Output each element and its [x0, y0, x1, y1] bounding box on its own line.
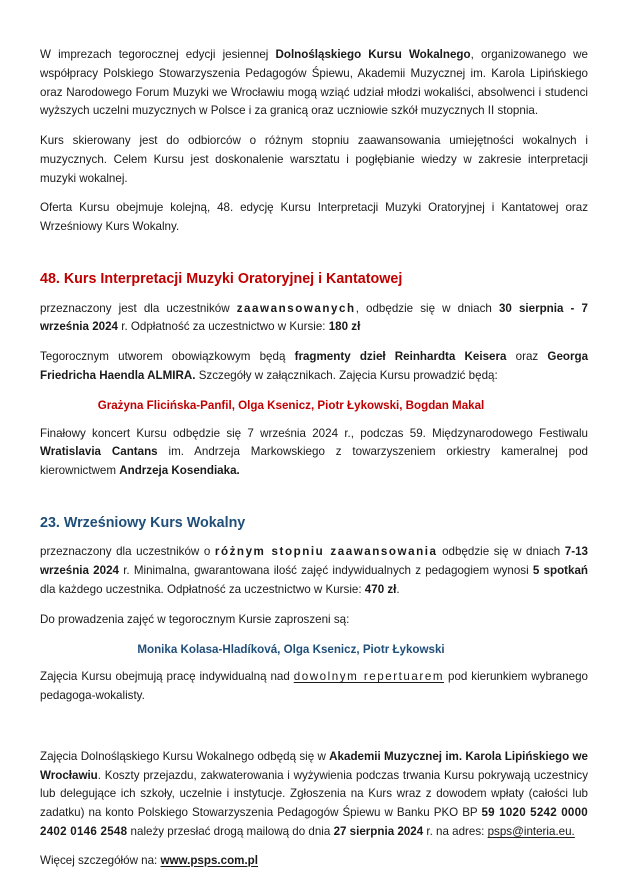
oratorio-p2-keiser: fragmenty dzieł Reinhardta Keisera — [294, 350, 507, 364]
oratorio-p1-part-a: przeznaczony jest dla uczestników — [40, 301, 237, 315]
footer-email-link[interactable]: psps@interia.eu. — [487, 825, 575, 839]
september-p1-part-b: odbędzie się w dniach — [437, 545, 565, 559]
september-p1-part-e: . — [396, 583, 400, 596]
oratorio-p2-part-c: oraz — [506, 350, 548, 364]
oratorio-p1-dates: 30 sierpnia - 7 września 2024 — [40, 301, 588, 334]
oratorio-p3-festival: Wratislavia Cantans — [40, 445, 158, 459]
oratorio-p3-conductor: Andrzeja Kosendiaka. — [119, 464, 240, 478]
footer-p1-bank-account: 59 1020 5242 0000 2402 0146 2548 — [40, 806, 588, 839]
september-p1-part-a: przeznaczony dla uczestników o — [40, 545, 215, 559]
footer-website-link[interactable]: www.psps.com.pl — [160, 853, 258, 867]
footer-p1-part-a: Zajęcia Dolnośląskiego Kursu Wokalnego odbędą się w — [40, 749, 330, 763]
section-september-paragraph-3 — [40, 668, 588, 706]
footer-p1-part-e: r. na adres: — [423, 825, 488, 839]
footer-p1-part-c: . Koszty przejazdu, zakwaterowania i wyżywienia podczas trwania Kursu pokrywają uczestnicy lub delegujące ich szkoły, uczelnie i instytucje. Zgłoszenia na Kurs wraz z dowodem wpłaty (całości lub zadatku) na konto Polskiego Stowarzyszenia Pedagogów Śpiewu w Banku PKO BP — [40, 768, 588, 820]
oratorio-p1-spaced-advanced: zaawansowanych — [236, 301, 356, 315]
oratorio-p1-part-b: , odbędzie się w dniach — [355, 301, 499, 315]
september-p1-meetings-count: 5 spotkań — [532, 564, 588, 578]
september-teachers-list: Monika Kolasa-Hladíková, Olga Ksenicz, Piotr Łykowski — [137, 642, 445, 656]
section-oratorio-paragraph-3 — [40, 425, 588, 481]
intro-paragraph-3: Oferta Kursu obejmuje kolejną, 48. edycję Kursu Interpretacji Muzyki Oratoryjnej i Kantatowej oraz Wrześniowy Kurs Wokalny. — [40, 201, 588, 234]
oratorio-p3-part-a: Finałowy koncert Kursu odbędzie się 7 września 2024 r., podczas 59. Międzynarodowego Festiwalu — [40, 426, 588, 440]
intro-p1-part-c: , organizowanego we współpracy Polskiego Stowarzyszenia Pedagogów Śpiewu, Akademii Muzycznej im. Karola Lipińskiego oraz Narodowego Forum Muzyki we Wrocławiu mogą wziąć udział młodzi wokaliści, absolwenci i studenci wyższych uczelni muzycznych w Polsce i za granicą oraz uczniowie szkół muzycznych II stopnia. — [40, 48, 588, 118]
intro-paragraph-1 — [40, 46, 588, 121]
oratorio-p1-price: 180 zł — [328, 320, 361, 334]
footer-p1-venue: Akademii Muzycznej im. Karola Lipińskiego we Wrocławiu — [40, 749, 588, 782]
intro-p1-part-a: W imprezach tegorocznej edycji jesiennej — [40, 48, 276, 61]
section-september-heading: 23. Wrześniowy Kurs Wokalny — [40, 514, 246, 531]
section-oratorio-paragraph-1 — [40, 300, 588, 338]
september-p1-spaced-levels: różnym stopniu zaawansowania — [214, 545, 438, 559]
section-oratorio-heading: 48. Kurs Interpretacji Muzyki Oratoryjnej i Kantatowej — [40, 271, 403, 288]
oratorio-teachers-list: Grażyna Flicińska-Panfil, Olga Ksenicz, Piotr Łykowski, Bogdan Makal — [97, 398, 485, 412]
footer-p1-part-d: należy przesłać drogą mailową do dnia — [127, 825, 334, 839]
september-p3-part-a: Zajęcia Kursu obejmują pracę indywidualną nad — [40, 670, 294, 684]
section-september-paragraph-1 — [40, 543, 588, 599]
footer-paragraph-2 — [40, 852, 588, 871]
oratorio-p2-part-a: Tegorocznym utworem obowiązkowym będą — [40, 350, 295, 364]
footer-section — [40, 748, 588, 871]
footer-p2-part-a: Więcej szczegółów na: — [40, 853, 161, 867]
september-p3-part-b: pod kierunkiem wybranego pedagoga-wokalisty. — [40, 670, 588, 703]
intro-section — [40, 46, 588, 237]
section-september-paragraph-2: Do prowadzenia zajęć w tegorocznym Kursie zaproszeni są: — [40, 612, 350, 626]
september-p1-dates: 7-13 września 2024 — [40, 545, 588, 578]
september-p1-part-c: r. Minimalna, gwarantowana ilość zajęć indywidualnych z pedagogiem wynosi — [118, 564, 533, 578]
oratorio-p2-haendel: Georga Friedricha Haendla ALMIRA. — [40, 350, 589, 382]
september-p3-underlined-repertoire: dowolnym repertuarem — [293, 670, 445, 684]
intro-paragraph-2: Kurs skierowany jest do odbiorców o różnym stopniu zaawansowania umiejętności wokalnych i muzycznych. Celem Kursu jest doskonalenie warsztatu i pogłębianie wiedzy w zakresie interpretacji muzyki wokalnej. — [40, 134, 588, 185]
september-p1-part-d: dla każdego uczestnika. Odpłatność za uczestnictwo w Kursie: — [40, 583, 365, 596]
oratorio-p2-part-e: Szczegóły w załącznikach. Zajęcia Kursu prowadzić będą: — [195, 368, 498, 382]
footer-p1-deadline: 27 sierpnia 2024 — [333, 825, 424, 839]
section-oratorio — [40, 270, 588, 481]
oratorio-p3-part-c: im. Andrzeja Markowskiego z towarzyszeniem orkiestry kameralnej pod kierownictwem — [40, 445, 588, 478]
intro-p1-bold-course-name: Dolnośląskiego Kursu Wokalnego — [275, 48, 471, 61]
september-p1-price: 470 zł — [364, 583, 397, 596]
section-oratorio-paragraph-2 — [40, 348, 588, 386]
oratorio-p1-part-c: r. Odpłatność za uczestnictwo w Kursie: — [118, 320, 329, 334]
footer-paragraph-1 — [40, 748, 588, 842]
section-september — [40, 514, 588, 706]
